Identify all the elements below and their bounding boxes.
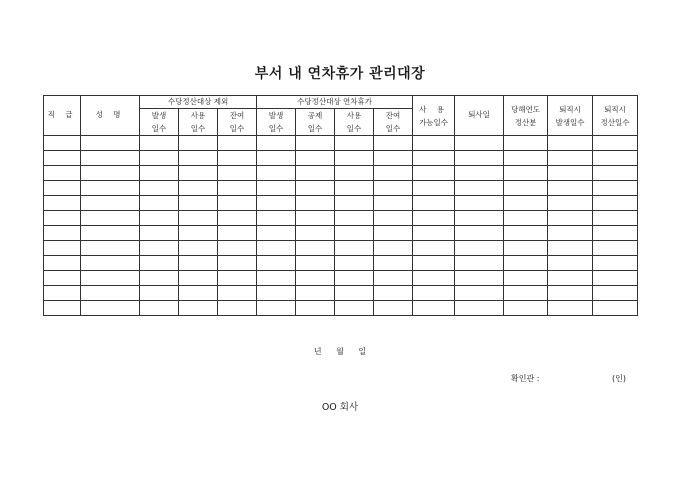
ledger-body bbox=[44, 136, 638, 316]
table-cell[interactable] bbox=[296, 136, 335, 151]
table-cell[interactable] bbox=[548, 181, 593, 196]
table-cell[interactable] bbox=[296, 151, 335, 166]
table-cell[interactable] bbox=[140, 151, 179, 166]
table-cell[interactable] bbox=[593, 151, 638, 166]
table-cell[interactable] bbox=[548, 271, 593, 286]
table-cell[interactable] bbox=[44, 271, 81, 286]
table-cell[interactable] bbox=[593, 181, 638, 196]
table-cell[interactable] bbox=[374, 286, 413, 301]
table-cell[interactable] bbox=[44, 301, 81, 316]
table-cell[interactable] bbox=[455, 196, 504, 211]
table-cell[interactable] bbox=[504, 211, 548, 226]
table-cell[interactable] bbox=[504, 286, 548, 301]
header-retire-occur-days: 퇴직시 발생일수 bbox=[548, 96, 593, 136]
table-cell[interactable] bbox=[335, 286, 374, 301]
table-cell[interactable] bbox=[335, 151, 374, 166]
table-cell[interactable] bbox=[44, 226, 81, 241]
table-cell[interactable] bbox=[81, 136, 140, 151]
table-cell[interactable] bbox=[548, 241, 593, 256]
table-cell[interactable] bbox=[44, 286, 81, 301]
table-cell[interactable] bbox=[218, 226, 257, 241]
table-cell[interactable] bbox=[548, 136, 593, 151]
table-cell[interactable] bbox=[81, 286, 140, 301]
table-cell[interactable] bbox=[81, 166, 140, 181]
table-cell[interactable] bbox=[179, 181, 218, 196]
table-row bbox=[44, 226, 638, 241]
table-cell[interactable] bbox=[335, 241, 374, 256]
table-cell[interactable] bbox=[296, 241, 335, 256]
table-cell[interactable] bbox=[455, 151, 504, 166]
table-cell[interactable] bbox=[593, 136, 638, 151]
table-cell[interactable] bbox=[296, 301, 335, 316]
table-cell[interactable] bbox=[257, 136, 296, 151]
table-cell[interactable] bbox=[218, 181, 257, 196]
table-cell[interactable] bbox=[374, 241, 413, 256]
table-cell[interactable] bbox=[296, 196, 335, 211]
table-cell[interactable] bbox=[81, 196, 140, 211]
table-cell[interactable] bbox=[504, 271, 548, 286]
table-cell[interactable] bbox=[548, 196, 593, 211]
table-cell[interactable] bbox=[413, 241, 455, 256]
table-cell[interactable] bbox=[44, 211, 81, 226]
table-cell[interactable] bbox=[593, 301, 638, 316]
table-cell[interactable] bbox=[44, 256, 81, 271]
table-cell[interactable] bbox=[218, 151, 257, 166]
table-cell[interactable] bbox=[140, 211, 179, 226]
table-row bbox=[44, 136, 638, 151]
table-cell[interactable] bbox=[504, 226, 548, 241]
table-cell[interactable] bbox=[548, 286, 593, 301]
table-cell[interactable] bbox=[218, 271, 257, 286]
table-cell[interactable] bbox=[593, 286, 638, 301]
table-cell[interactable] bbox=[548, 211, 593, 226]
table-cell[interactable] bbox=[218, 241, 257, 256]
table-cell[interactable] bbox=[455, 211, 504, 226]
confirmer-label: 확인관 : bbox=[511, 374, 540, 383]
table-cell[interactable] bbox=[140, 301, 179, 316]
table-cell[interactable] bbox=[335, 301, 374, 316]
header-retire-date: 퇴사일 bbox=[455, 96, 504, 136]
table-cell[interactable] bbox=[455, 136, 504, 151]
table-cell[interactable] bbox=[140, 271, 179, 286]
table-cell[interactable] bbox=[218, 166, 257, 181]
table-row bbox=[44, 166, 638, 181]
leave-ledger-table bbox=[43, 95, 638, 316]
table-row bbox=[44, 181, 638, 196]
header-year-settlement: 당해연도 정산분 bbox=[504, 96, 548, 136]
header-name: 성 명 bbox=[81, 96, 140, 136]
table-cell[interactable] bbox=[504, 181, 548, 196]
header-included-col: 사용 일수 bbox=[335, 109, 374, 136]
table-cell[interactable] bbox=[218, 211, 257, 226]
table-cell[interactable] bbox=[81, 181, 140, 196]
seal-mark: (인) bbox=[612, 374, 626, 383]
table-cell[interactable] bbox=[374, 271, 413, 286]
header-included-col: 공제 일수 bbox=[296, 109, 335, 136]
table-cell[interactable] bbox=[374, 181, 413, 196]
table-cell[interactable] bbox=[296, 286, 335, 301]
table-cell[interactable] bbox=[548, 301, 593, 316]
table-cell[interactable] bbox=[548, 151, 593, 166]
table-cell[interactable] bbox=[179, 166, 218, 181]
table-cell[interactable] bbox=[179, 241, 218, 256]
table-cell[interactable] bbox=[179, 211, 218, 226]
table-cell[interactable] bbox=[374, 211, 413, 226]
table-cell[interactable] bbox=[374, 256, 413, 271]
table-cell[interactable] bbox=[455, 301, 504, 316]
table-cell[interactable] bbox=[593, 271, 638, 286]
table-cell[interactable] bbox=[296, 226, 335, 241]
table-cell[interactable] bbox=[335, 226, 374, 241]
table-cell[interactable] bbox=[335, 181, 374, 196]
table-cell[interactable] bbox=[335, 211, 374, 226]
table-cell[interactable] bbox=[455, 286, 504, 301]
table-cell[interactable] bbox=[257, 301, 296, 316]
table-cell[interactable] bbox=[257, 271, 296, 286]
table-cell[interactable] bbox=[548, 166, 593, 181]
table-cell[interactable] bbox=[504, 256, 548, 271]
table-cell[interactable] bbox=[413, 166, 455, 181]
table-cell[interactable] bbox=[593, 241, 638, 256]
table-cell[interactable] bbox=[296, 166, 335, 181]
table-cell[interactable] bbox=[81, 271, 140, 286]
table-cell[interactable] bbox=[335, 256, 374, 271]
table-cell[interactable] bbox=[593, 211, 638, 226]
table-cell[interactable] bbox=[413, 151, 455, 166]
table-cell[interactable] bbox=[413, 211, 455, 226]
table-cell[interactable] bbox=[257, 256, 296, 271]
table-cell[interactable] bbox=[413, 181, 455, 196]
table-cell[interactable] bbox=[296, 256, 335, 271]
table-cell[interactable] bbox=[296, 271, 335, 286]
header-included-col: 잔여 일수 bbox=[374, 109, 413, 136]
table-cell[interactable] bbox=[413, 196, 455, 211]
table-cell[interactable] bbox=[140, 241, 179, 256]
table-cell[interactable] bbox=[504, 301, 548, 316]
table-row bbox=[44, 271, 638, 286]
table-cell[interactable] bbox=[374, 151, 413, 166]
table-cell[interactable] bbox=[413, 136, 455, 151]
table-cell[interactable] bbox=[218, 136, 257, 151]
table-cell[interactable] bbox=[179, 271, 218, 286]
table-cell[interactable] bbox=[413, 256, 455, 271]
table-cell[interactable] bbox=[257, 226, 296, 241]
table-cell[interactable] bbox=[455, 256, 504, 271]
table-cell[interactable] bbox=[179, 301, 218, 316]
company-name: OO 회사 bbox=[321, 402, 359, 413]
table-cell[interactable] bbox=[81, 151, 140, 166]
table-cell[interactable] bbox=[374, 196, 413, 211]
table-cell[interactable] bbox=[593, 256, 638, 271]
header-group-excluded: 수당정산대상 제외 bbox=[140, 96, 257, 109]
table-cell[interactable] bbox=[455, 166, 504, 181]
table-cell[interactable] bbox=[593, 196, 638, 211]
table-cell[interactable] bbox=[218, 301, 257, 316]
table-cell[interactable] bbox=[257, 166, 296, 181]
table-cell[interactable] bbox=[140, 181, 179, 196]
table-cell[interactable] bbox=[257, 286, 296, 301]
table-cell[interactable] bbox=[548, 226, 593, 241]
table-cell[interactable] bbox=[257, 181, 296, 196]
table-cell[interactable] bbox=[44, 166, 81, 181]
table-row bbox=[44, 211, 638, 226]
table-cell[interactable] bbox=[504, 166, 548, 181]
table-cell[interactable] bbox=[335, 271, 374, 286]
table-cell[interactable] bbox=[218, 286, 257, 301]
table-cell[interactable] bbox=[413, 286, 455, 301]
table-cell[interactable] bbox=[81, 256, 140, 271]
table-cell[interactable] bbox=[140, 286, 179, 301]
table-cell[interactable] bbox=[335, 136, 374, 151]
table-cell[interactable] bbox=[179, 196, 218, 211]
table-cell[interactable] bbox=[81, 211, 140, 226]
header-rank: 직 급 bbox=[44, 96, 81, 136]
table-cell[interactable] bbox=[81, 301, 140, 316]
table-row bbox=[44, 301, 638, 316]
table-cell[interactable] bbox=[335, 166, 374, 181]
header-usable-days: 사 용 가능일수 bbox=[413, 96, 455, 136]
table-cell[interactable] bbox=[257, 151, 296, 166]
table-cell[interactable] bbox=[296, 211, 335, 226]
table-cell[interactable] bbox=[335, 196, 374, 211]
table-cell[interactable] bbox=[593, 226, 638, 241]
table-row bbox=[44, 286, 638, 301]
table-cell[interactable] bbox=[455, 226, 504, 241]
header-excluded-col: 발생 일수 bbox=[140, 109, 179, 136]
header-excluded-col: 잔여 일수 bbox=[218, 109, 257, 136]
table-cell[interactable] bbox=[140, 256, 179, 271]
table-row bbox=[44, 196, 638, 211]
header-included-col: 발생 일수 bbox=[257, 109, 296, 136]
table-cell[interactable] bbox=[179, 136, 218, 151]
table-row bbox=[44, 241, 638, 256]
table-cell[interactable] bbox=[455, 271, 504, 286]
table-row bbox=[44, 256, 638, 271]
table-cell[interactable] bbox=[413, 301, 455, 316]
table-cell[interactable] bbox=[140, 196, 179, 211]
table-cell[interactable] bbox=[504, 241, 548, 256]
table-cell[interactable] bbox=[179, 151, 218, 166]
table-cell[interactable] bbox=[374, 226, 413, 241]
table-cell[interactable] bbox=[218, 196, 257, 211]
table-cell[interactable] bbox=[504, 151, 548, 166]
header-group-included: 수당정산대상 연차휴가 bbox=[257, 96, 413, 109]
table-cell[interactable] bbox=[44, 136, 81, 151]
table-cell[interactable] bbox=[455, 181, 504, 196]
table-cell[interactable] bbox=[374, 301, 413, 316]
table-cell[interactable] bbox=[44, 196, 81, 211]
table-cell[interactable] bbox=[504, 196, 548, 211]
header-excluded-col: 사용 일수 bbox=[179, 109, 218, 136]
table-cell[interactable] bbox=[140, 166, 179, 181]
table-cell[interactable] bbox=[296, 181, 335, 196]
table-cell[interactable] bbox=[374, 136, 413, 151]
table-cell[interactable] bbox=[257, 211, 296, 226]
header-retire-settle-days: 퇴직시 정산일수 bbox=[593, 96, 638, 136]
table-cell[interactable] bbox=[140, 226, 179, 241]
table-cell[interactable] bbox=[504, 136, 548, 151]
table-cell[interactable] bbox=[179, 256, 218, 271]
date-line: 년 월 일 bbox=[313, 347, 367, 356]
table-cell[interactable] bbox=[179, 226, 218, 241]
table-cell[interactable] bbox=[140, 136, 179, 151]
table-cell[interactable] bbox=[44, 151, 81, 166]
table-cell[interactable] bbox=[455, 241, 504, 256]
table-cell[interactable] bbox=[44, 241, 81, 256]
table-cell[interactable] bbox=[374, 166, 413, 181]
table-cell[interactable] bbox=[218, 256, 257, 271]
table-cell[interactable] bbox=[413, 226, 455, 241]
table-cell[interactable] bbox=[257, 196, 296, 211]
table-cell[interactable] bbox=[548, 256, 593, 271]
table-cell[interactable] bbox=[593, 166, 638, 181]
table-row bbox=[44, 151, 638, 166]
table-cell[interactable] bbox=[179, 286, 218, 301]
table-cell[interactable] bbox=[413, 271, 455, 286]
table-cell[interactable] bbox=[44, 181, 81, 196]
table-cell[interactable] bbox=[81, 226, 140, 241]
page-title: 부서 내 연차휴가 관리대장 bbox=[254, 66, 426, 82]
table-cell[interactable] bbox=[257, 241, 296, 256]
table-cell[interactable] bbox=[81, 241, 140, 256]
